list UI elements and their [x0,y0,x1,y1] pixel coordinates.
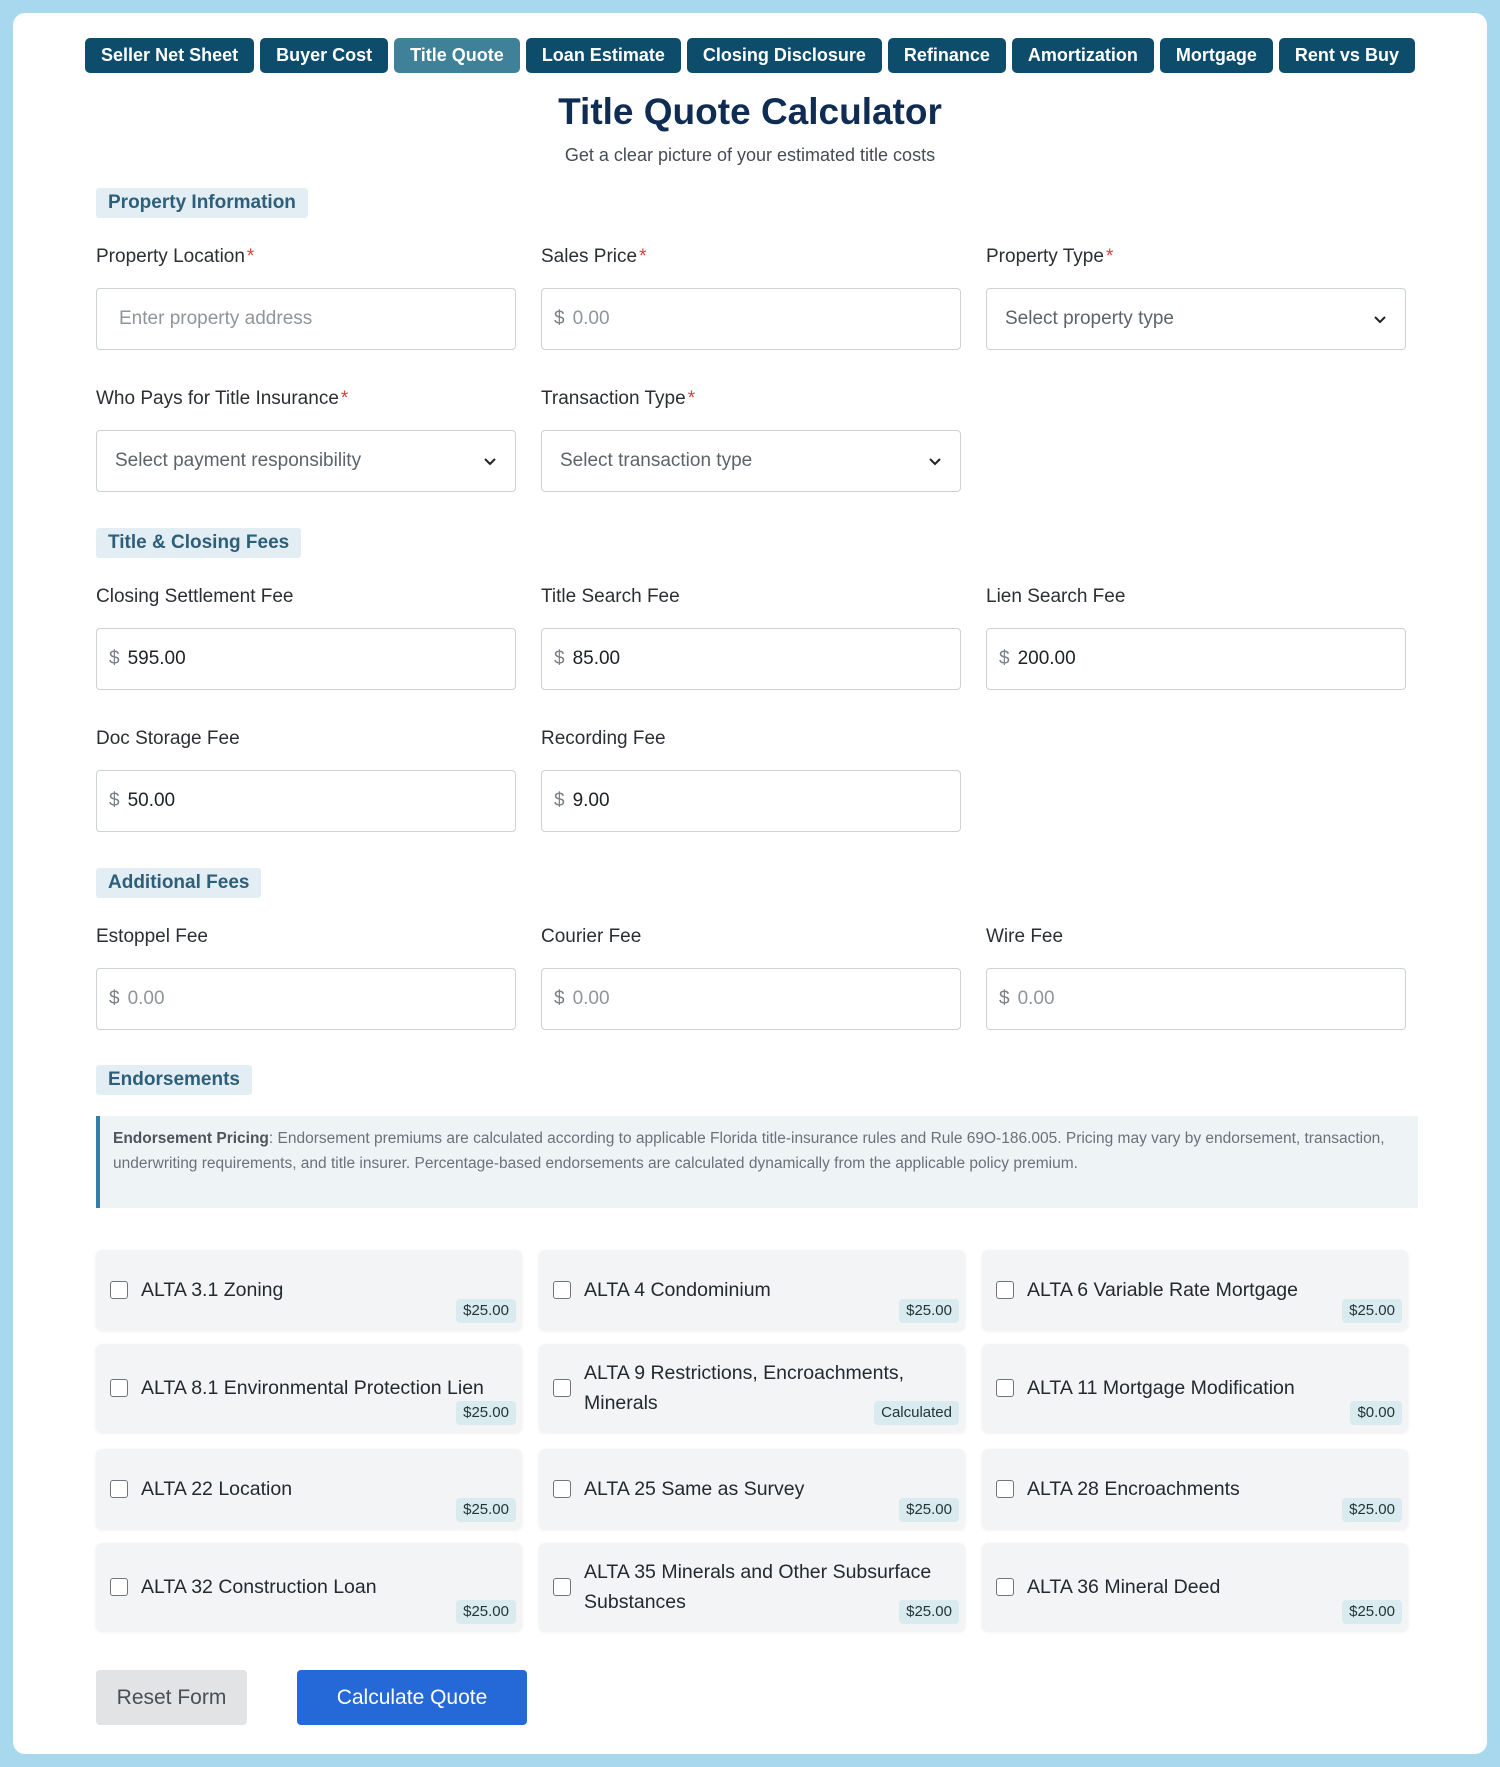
property-location-label: Property Location * [96,246,255,267]
endorsement-price-badge: $25.00 [456,1299,516,1323]
closing-settlement-fee-label: Closing Settlement Fee [96,586,294,607]
endorsement-name: ALTA 6 Variable Rate Mortgage [1027,1279,1298,1301]
estoppel-fee-input[interactable]: $ 0.00 [96,968,516,1030]
lien-search-fee-field [986,586,1406,690]
endorsement-alta-28[interactable] [982,1449,1408,1529]
property-type-field [986,246,1406,350]
section-title-closing-fees: Title & Closing Fees [96,528,301,558]
doc-storage-fee-field [96,728,516,832]
tab-seller-net-sheet[interactable]: Seller Net Sheet [85,38,254,73]
endorsement-alta-4[interactable] [539,1250,965,1330]
endorsement-alta-32[interactable] [96,1543,522,1631]
doc-storage-fee-label: Doc Storage Fee [96,728,240,749]
sales-price-field [541,246,961,350]
endorsement-name: ALTA 25 Same as Survey [584,1478,805,1500]
endorsement-checkbox[interactable] [996,1281,1014,1299]
page-subtitle: Get a clear picture of your estimated title costs [564,145,936,165]
lien-search-fee-input[interactable]: $ 200.00 [986,628,1406,690]
section-endorsements: Endorsements [96,1065,252,1095]
note-text: : Endorsement premiums are calculated according to applicable Florida title-insurance rules and Rule 69O-186.005. Pricing may vary by endorsement, transaction, underwriting requirements, and title insurer. Percentage-based endorsements are calculated dynamically from the applicable policy premium. [113,1130,1385,1172]
endorsement-checkbox[interactable] [110,1480,128,1498]
endorsement-alta-9[interactable] [539,1344,965,1432]
endorsement-alta-6[interactable] [982,1250,1408,1330]
recording-fee-label: Recording Fee [541,728,666,749]
tab-amortization[interactable]: Amortization [1012,38,1154,73]
endorsement-price-badge: $25.00 [456,1600,516,1624]
tab-title-quote[interactable]: Title Quote [394,38,520,73]
endorsement-price-badge: $25.00 [1342,1600,1402,1624]
courier-fee-field [541,926,961,1030]
sales-price-input[interactable]: $ 0.00 [541,288,961,350]
section-additional-fees: Additional Fees [96,868,261,898]
reset-form-button[interactable]: Reset Form [96,1670,247,1725]
section-property-information: Property Information [96,188,308,218]
wire-fee-field [986,926,1406,1030]
wire-fee-label: Wire Fee [986,926,1064,947]
tab-refinance[interactable]: Refinance [888,38,1006,73]
endorsement-alta-11[interactable] [982,1344,1408,1432]
doc-storage-fee-input[interactable]: $ 50.00 [96,770,516,832]
currency-symbol: $ [109,648,120,669]
closing-settlement-fee-input[interactable]: $ 595.00 [96,628,516,690]
recording-fee-input[interactable]: $ 9.00 [541,770,961,832]
transaction-type-field [541,388,961,492]
endorsement-name: ALTA 8.1 Environmental Protection Lien [141,1377,484,1399]
currency-symbol: $ [109,988,120,1009]
who-pays-label: Who Pays for Title Insurance * [96,388,349,409]
endorsement-alta-8-1[interactable] [96,1344,522,1432]
courier-fee-label: Courier Fee [541,926,642,947]
endorsement-name: ALTA 3.1 Zoning [141,1279,284,1301]
endorsement-checkbox[interactable] [553,1379,571,1397]
calculate-quote-button[interactable]: Calculate Quote [297,1670,527,1725]
who-pays-field [96,388,516,492]
endorsement-name: ALTA 32 Construction Loan [141,1576,377,1598]
page-title: Title Quote Calculator [558,91,942,132]
sales-price-label: Sales Price * [541,246,647,267]
endorsement-checkbox[interactable] [110,1281,128,1299]
estoppel-fee-label: Estoppel Fee [96,926,208,947]
property-location-input[interactable]: Enter property address [96,288,516,350]
endorsement-checkbox[interactable] [110,1379,128,1397]
endorsement-alta-25[interactable] [539,1449,965,1529]
endorsement-price-badge: $0.00 [1350,1401,1402,1425]
wire-fee-input[interactable]: $ 0.00 [986,968,1406,1030]
recording-fee-field [541,728,961,832]
currency-symbol: $ [999,988,1010,1009]
tab-loan-estimate[interactable]: Loan Estimate [526,38,681,73]
endorsement-name: ALTA 9 Restrictions, Encroachments, Minerals [584,1362,905,1414]
endorsement-alta-36[interactable] [982,1543,1408,1631]
endorsement-alta-22[interactable] [96,1449,522,1529]
endorsement-checkbox[interactable] [553,1578,571,1596]
chevron-down-icon [483,454,497,468]
endorsement-checkbox[interactable] [553,1480,571,1498]
courier-fee-input[interactable]: $ 0.00 [541,968,961,1030]
endorsement-pricing-note [96,1116,1418,1208]
tab-closing-disclosure[interactable]: Closing Disclosure [687,38,882,73]
endorsement-checkbox[interactable] [110,1578,128,1596]
tab-mortgage[interactable]: Mortgage [1160,38,1273,73]
property-type-label: Property Type * [986,246,1114,267]
endorsement-name: ALTA 35 Minerals and Other Subsurface Substances [584,1561,932,1613]
property-type-select[interactable]: Select property type [986,288,1406,350]
property-location-field [96,246,516,350]
title-search-fee-label: Title Search Fee [541,586,680,607]
note-heading: Endorsement Pricing [113,1130,269,1147]
calculator-card [13,13,1487,1754]
closing-settlement-fee-field [96,586,516,690]
chevron-down-icon [928,454,942,468]
estoppel-fee-field [96,926,516,1030]
endorsement-checkbox[interactable] [553,1281,571,1299]
endorsement-checkbox[interactable] [996,1578,1014,1596]
endorsement-price-badge: $25.00 [456,1401,516,1425]
endorsement-price-badge: $25.00 [899,1498,959,1522]
currency-symbol: $ [554,988,565,1009]
endorsement-alta-35[interactable] [539,1543,965,1631]
chevron-down-icon [1373,312,1387,326]
endorsement-checkbox[interactable] [996,1480,1014,1498]
currency-symbol: $ [554,308,565,329]
endorsement-name: ALTA 28 Encroachments [1027,1478,1240,1500]
who-pays-select[interactable]: Select payment responsibility [96,430,516,492]
currency-symbol: $ [999,648,1010,669]
currency-symbol: $ [554,648,565,669]
endorsement-checkbox[interactable] [996,1379,1014,1397]
endorsement-name: ALTA 11 Mortgage Modification [1027,1377,1295,1399]
lien-search-fee-label: Lien Search Fee [986,586,1126,607]
endorsement-alta-3-1[interactable] [96,1250,522,1330]
endorsement-price-badge: $25.00 [456,1498,516,1522]
tab-buyer-cost[interactable]: Buyer Cost [260,38,388,73]
transaction-type-label: Transaction Type * [541,388,696,409]
endorsement-name: ALTA 4 Condominium [584,1279,771,1301]
currency-symbol: $ [109,790,120,811]
title-search-fee-input[interactable]: $ 85.00 [541,628,961,690]
currency-symbol: $ [554,790,565,811]
endorsement-price-badge: $25.00 [1342,1299,1402,1323]
title-search-fee-field [541,586,961,690]
endorsement-price-badge: $25.00 [1342,1498,1402,1522]
endorsement-price-badge: Calculated [874,1401,959,1425]
endorsement-name: ALTA 22 Location [141,1478,293,1500]
endorsement-price-badge: $25.00 [899,1600,959,1624]
transaction-type-select[interactable]: Select transaction type [541,430,961,492]
endorsement-name: ALTA 36 Mineral Deed [1027,1576,1221,1598]
tab-rent-vs-buy[interactable]: Rent vs Buy [1279,38,1415,73]
endorsement-price-badge: $25.00 [899,1299,959,1323]
calculator-nav-tabs [62,38,1438,73]
